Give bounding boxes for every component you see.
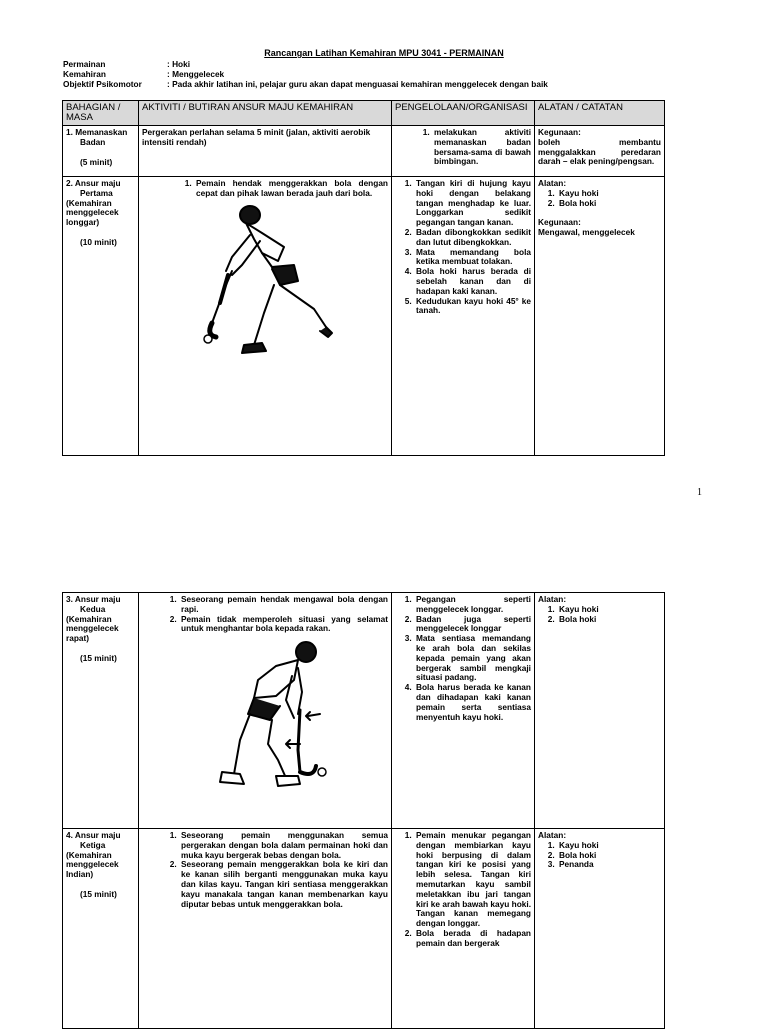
- meta-objektif-value: : Pada akhir latihan ini, pelajar guru akan dapat menguasai kemahiran menggelecek dengan baik: [167, 79, 548, 89]
- masa-label: (15 minit): [80, 652, 117, 663]
- org-item: 1. Tangan kiri di hujung kayu hoki dengan belakang tangan menghadap ke luar. Longgarkan sedikit pegangan tangan kanan.: [414, 179, 531, 228]
- hockey-player-close-dribble-illustration: [214, 640, 334, 795]
- header-pengelolaan: PENGELOLAAN/ORGANISASI: [392, 101, 535, 126]
- document-title: Rancangan Latihan Kemahiran MPU 3041 - PERMAINAN: [264, 48, 504, 58]
- meta-objektif-key: Objektif Psikomotor: [63, 79, 142, 89]
- alatan-item: 1. Kayu hoki: [557, 605, 661, 615]
- header-alatan: ALATAN / CATATAN: [535, 101, 665, 126]
- meta-permainan-value: : Hoki: [167, 59, 191, 69]
- bahagian-desc: (Kemahiran menggelecek rapat): [66, 613, 119, 644]
- org-item: 3. Mata sentiasa memandang ke arah bola dan sekilas kepada pemain yang akan bergerak sambil mengkaji situasi padang.: [414, 634, 531, 683]
- kegunaan-label: Kegunaan:: [538, 127, 581, 137]
- alatan-label: Alatan:: [538, 594, 567, 604]
- document-meta: [63, 59, 548, 89]
- cell-pengelolaan: [392, 177, 535, 456]
- cell-pengelolaan: [392, 593, 535, 829]
- meta-permainan-key: Permainan: [63, 59, 106, 69]
- bahagian-desc: (Kemahiran menggelecek longgar): [66, 197, 119, 228]
- header-bahagian: BAHAGIAN / MASA: [63, 101, 139, 126]
- table-row: [63, 177, 665, 456]
- org-item: 3. Mata memandang bola ketika membuat tolakan.: [414, 248, 531, 268]
- cell-alatan: [535, 593, 665, 829]
- meta-kemahiran-key: Kemahiran: [63, 69, 106, 79]
- alatan-item: 2. Bola hoki: [557, 851, 661, 861]
- cell-pengelolaan: [392, 829, 535, 1029]
- org-item: 2. Badan juga seperti menggelecek longgar: [414, 615, 531, 635]
- lesson-table-part2: [62, 592, 665, 1029]
- aktiviti-item: 2. Pemain tidak memperoleh situasi yang selamat untuk menghantar bola kepada rakan.: [179, 615, 388, 635]
- cell-bahagian: [63, 177, 139, 456]
- aktiviti-item: 1. Pemain hendak menggerakkan bola dengan cepat dan pihak lawan berada jauh dari bola.: [194, 179, 388, 199]
- bahagian-label-cont: Badan: [80, 136, 106, 147]
- aktiviti-item: 1. Seseorang pemain menggunakan semua pergerakan dengan bola dalam permainan hoki dan muka kayu bergerak bebas dengan bola.: [179, 831, 388, 860]
- cell-bahagian: [63, 829, 139, 1029]
- aktiviti-text: Pergerakan perlahan selama 5 minit (jalan, aktiviti aerobik intensiti rendah): [142, 127, 371, 147]
- meta-kemahiran-value: : Menggelecek: [167, 69, 225, 79]
- kegunaan-label: Kegunaan:: [538, 217, 581, 228]
- kegunaan-text: Mengawal, menggelecek: [538, 227, 635, 238]
- header-aktiviti: AKTIVITI / BUTIRAN ANSUR MAJU KEMAHIRAN: [139, 101, 392, 126]
- cell-aktiviti: [139, 126, 392, 177]
- table-row: [63, 829, 665, 1029]
- aktiviti-item: 2. Seseorang pemain menggerakkan bola ke kiri dan ke kanan silih berganti menggunakan muka kayu dan kilas kayu. Tangan kiri sentiasa menggerakkan kayu manakala tangan kanan membenarkan kayu diputar bebas untuk menggerakkan bola.: [179, 860, 388, 909]
- bahagian-label-cont: Kedua: [80, 603, 106, 614]
- alatan-item: 2. Bola hoki: [557, 199, 661, 209]
- table-row: [63, 126, 665, 177]
- bahagian-label: 3. Ansur maju: [66, 594, 121, 604]
- cell-bahagian: [63, 593, 139, 829]
- org-item: 1. Pemain menukar pegangan dengan membiarkan kayu hoki berpusing di dalam tangan kiri ke posisi yang lebih selesa. Tangan kiri memutarkan kayu sambil meletakkan ibu jari tangan kiri ke arah bawah kayu hoki. Tangan kanan memegang dengan longgar.: [414, 831, 531, 929]
- alatan-label: Alatan:: [538, 178, 567, 188]
- bahagian-label: 2. Ansur maju: [66, 178, 121, 188]
- cell-pengelolaan: [392, 126, 535, 177]
- org-item: 2. Bola berada di hadapan pemain dan bergerak: [414, 929, 531, 949]
- bahagian-label-cont: Ketiga: [80, 839, 106, 850]
- masa-label: (15 minit): [80, 888, 117, 899]
- alatan-item: 2. Bola hoki: [557, 615, 661, 625]
- cell-aktiviti: [139, 177, 392, 456]
- page-number: 1: [697, 487, 702, 498]
- aktiviti-item: 1. Seseorang pemain hendak mengawal bola dengan rapi.: [179, 595, 388, 615]
- bahagian-label: 4. Ansur maju: [66, 830, 121, 840]
- lesson-table-part1: [62, 100, 665, 456]
- org-item: 1. melakukan aktiviti memanaskan badan bersama-sama di bawah bimbingan.: [432, 128, 531, 167]
- org-item: 5. Kedudukan kayu hoki 45° ke tanah.: [414, 297, 531, 317]
- org-item: 1. Pegangan seperti menggelecek longgar.: [414, 595, 531, 615]
- org-item: 4. Bola harus berada ke kanan dan dihadapan kaki kanan pemain serta sentiasa menyentuh kayu hoki.: [414, 683, 531, 722]
- header-row: [63, 101, 665, 126]
- cell-alatan: [535, 177, 665, 456]
- masa-label: (10 minit): [80, 236, 117, 247]
- alatan-item: 1. Kayu hoki: [557, 841, 661, 851]
- bahagian-label: 1. Memanaskan: [66, 127, 128, 137]
- alatan-item: 3. Penanda: [557, 860, 661, 870]
- bahagian-label-cont: Pertama: [80, 187, 113, 198]
- masa-label: (5 minit): [80, 156, 113, 167]
- alatan-label: Alatan:: [538, 830, 567, 840]
- cell-alatan: [535, 829, 665, 1029]
- cell-aktiviti: [139, 593, 392, 829]
- org-item: 2. Badan dibongkokkan sedikit dan lutut dibengkokkan.: [414, 228, 531, 248]
- table-row: [63, 593, 665, 829]
- cell-aktiviti: [139, 829, 392, 1029]
- alatan-item: 1. Kayu hoki: [557, 189, 661, 199]
- kegunaan-text: boleh membantu menggalakkan peredaran darah – elak pening/pengsan.: [538, 136, 661, 167]
- hockey-player-loose-dribble-illustration: [202, 205, 362, 365]
- bahagian-desc: (Kemahiran menggelecek Indian): [66, 849, 119, 880]
- cell-alatan: [535, 126, 665, 177]
- cell-bahagian: [63, 126, 139, 177]
- org-item: 4. Bola hoki harus berada di sebelah kanan dan di hadapan kaki kanan.: [414, 267, 531, 296]
